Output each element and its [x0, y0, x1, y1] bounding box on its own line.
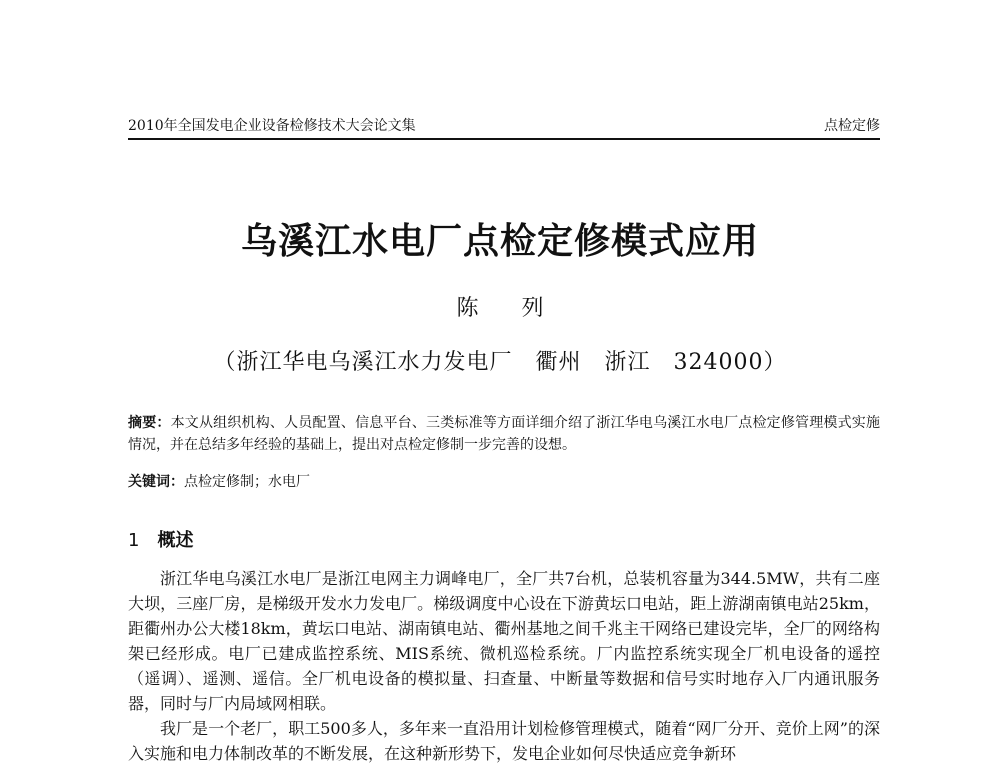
running-header	[128, 117, 880, 137]
header-rule	[128, 138, 880, 140]
header-proceedings-title: 2010年全国发电企业设备检修技术大会论文集	[128, 118, 416, 134]
keywords-label: 关键词：	[128, 474, 184, 490]
paragraph: 我厂是一个老厂，职工500多人，多年来一直沿用计划检修管理模式，随着“网厂分开、竞价上网”的深入实施和电力体制改革的不断发展，在这种新形势下，发电企业如何尽快适应竞争新环	[128, 719, 880, 763]
header-section-name: 点检定修	[824, 118, 880, 134]
section-number: 1	[128, 530, 140, 551]
body-text	[128, 566, 880, 766]
paper-title: 乌溪江水电厂点检定修模式应用	[240, 221, 759, 262]
section-title: 概述	[157, 530, 194, 551]
paragraph: 浙江华电乌溪江水电厂是浙江电网主力调峰电厂，全厂共7台机，总装机容量为344.5MW，共有二座大坝，三座厂房，是梯级开发水力发电厂。梯级调度中心设在下游黄坛口电站，距上游湖南镇电站25km，距衢州办公大楼18km，黄坛口电站、湖南镇电站、衢州基地之间千兆主干网络已建设完毕，全厂的网络构架已经形成。电厂已建成监控系统、MIS系统、微机巡检系统。厂内监控系统实现全厂机电设备的遥控（遥调）、遥测、遥信。全厂机电设备的模拟量、扫查量、中断量等数据和信号实时地存入厂内通讯服务器，同时与厂内局域网相联。	[128, 569, 880, 713]
author-name: 陈 列	[456, 296, 562, 321]
keywords	[128, 472, 880, 492]
abstract-text: 本文从组织机构、人员配置、信息平台、三类标准等方面详细介绍了浙江华电乌溪江水电厂点检定修管理模式实施情况，并在总结多年经验的基础上，提出对点检定修制一步完善的设想。	[128, 415, 880, 453]
abstract	[128, 412, 880, 456]
keywords-text: 点检定修制；水电厂	[184, 474, 310, 490]
abstract-label: 摘要：	[128, 415, 171, 431]
author-affiliation: （浙江华电乌溪江水力发电厂 衢州 浙江 324000）	[213, 350, 787, 375]
section-heading	[128, 526, 193, 552]
